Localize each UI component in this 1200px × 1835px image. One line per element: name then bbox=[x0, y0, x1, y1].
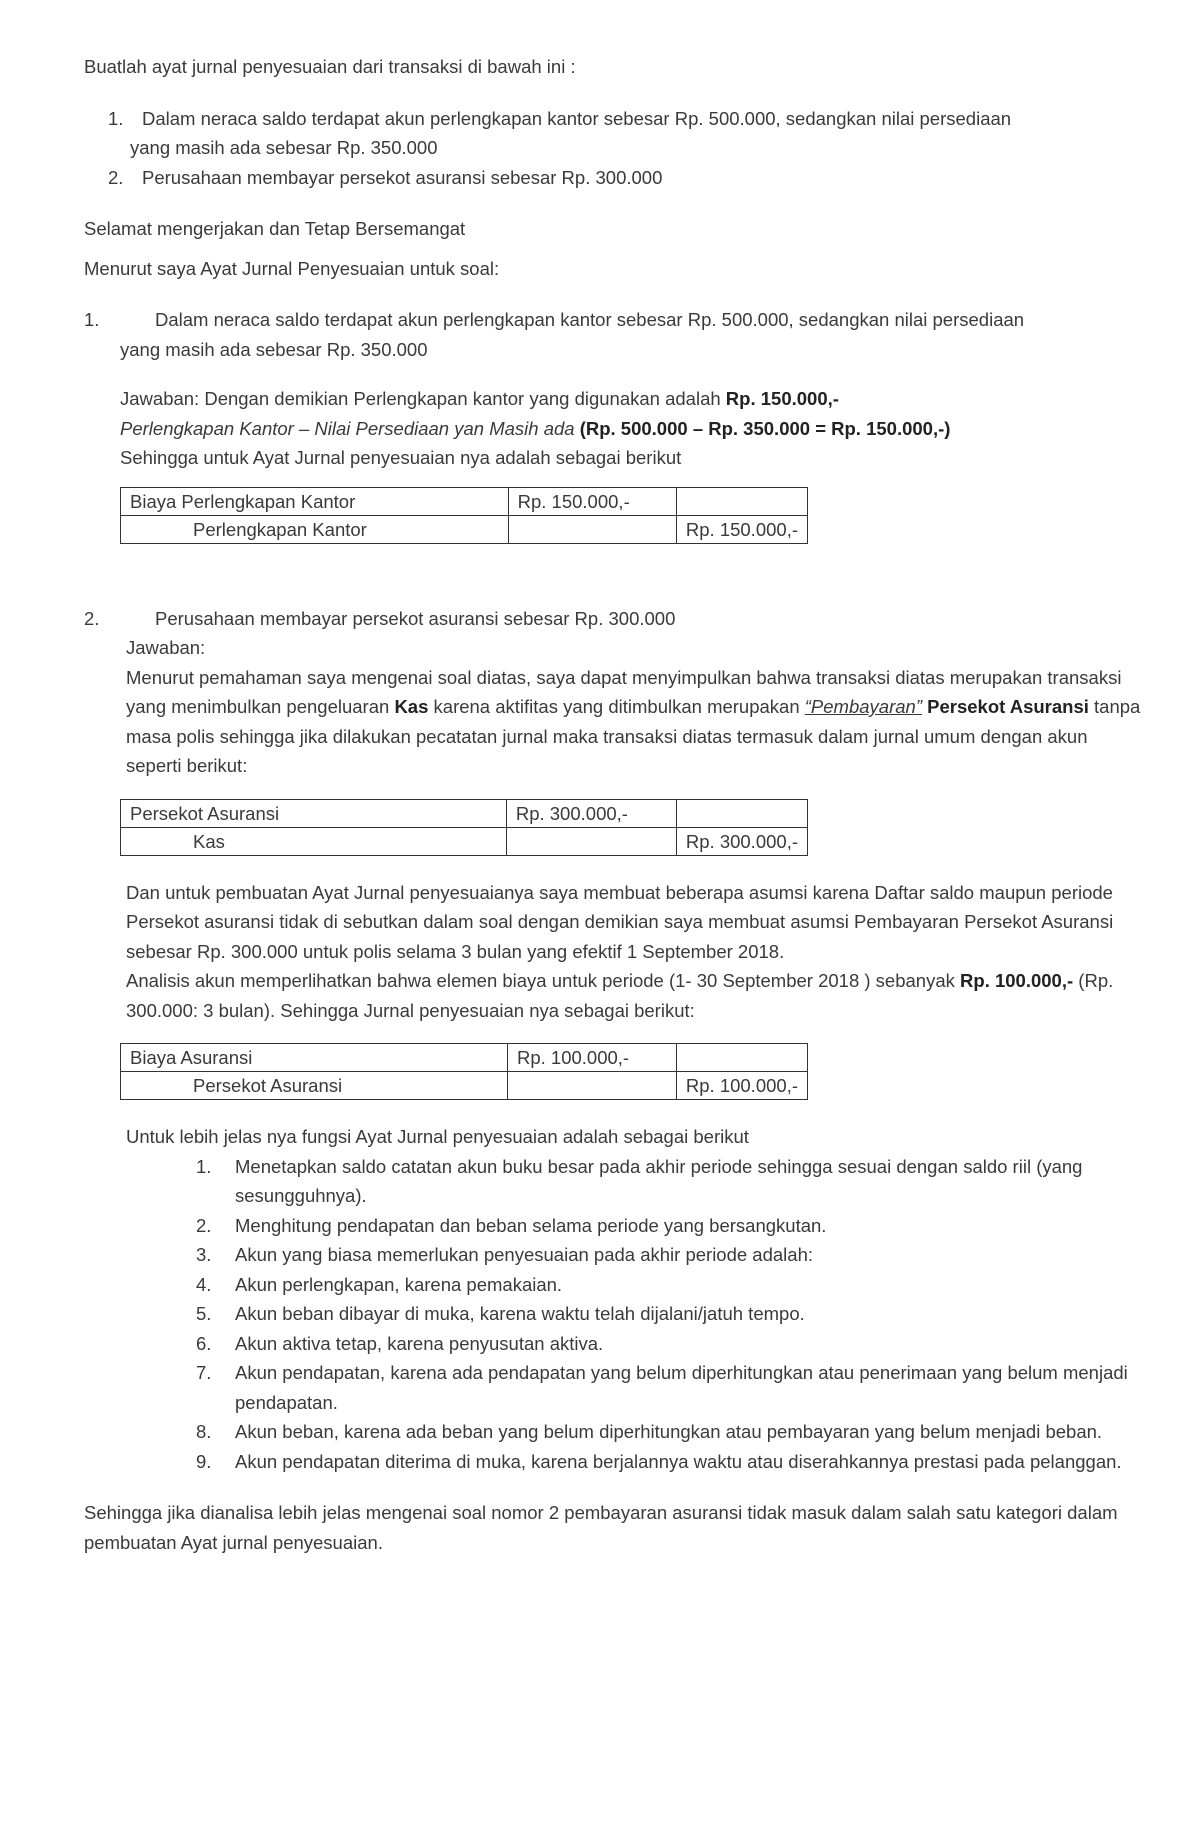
table-cell-debit bbox=[508, 515, 676, 543]
list-item bbox=[196, 1152, 1144, 1211]
intro-text: Buatlah ayat jurnal penyesuaian dari transaksi di bawah ini : bbox=[84, 56, 576, 77]
answer-2-jawaban-label: Jawaban: bbox=[126, 637, 206, 658]
answer-question-text-cont: yang masih ada sebesar Rp. 350.000 bbox=[120, 338, 428, 360]
answer-1-body bbox=[120, 384, 1144, 473]
table-cell-account: Perlengkapan Kantor bbox=[121, 515, 509, 543]
list-item-text: Menghitung pendapatan dan beban selama periode yang bersangkutan. bbox=[235, 1214, 827, 1236]
answer-intro: Menurut saya Ayat Jurnal Penyesuaian untuk soal: bbox=[84, 257, 500, 279]
table-cell-credit bbox=[676, 487, 807, 515]
list-item-text: Akun beban dibayar di muka, karena waktu telah dijalani/jatuh tempo. bbox=[235, 1303, 805, 1324]
answer-2-analysis bbox=[126, 878, 1144, 1026]
table-cell-account: Persekot Asuransi bbox=[121, 799, 507, 827]
list-item-number: 2. bbox=[196, 1214, 212, 1236]
table-row bbox=[121, 487, 808, 515]
list-item-number: 3. bbox=[196, 1244, 212, 1265]
table-cell-credit: Rp. 150.000,- bbox=[676, 515, 807, 543]
list-item bbox=[196, 1270, 1144, 1300]
answer-1-question bbox=[84, 305, 1144, 364]
table-cell-account: Kas bbox=[121, 827, 507, 855]
list-item bbox=[196, 1329, 1144, 1359]
table-row bbox=[121, 1044, 808, 1072]
list-item-number: 5. bbox=[196, 1303, 212, 1324]
table-cell-credit: Rp. 100.000,- bbox=[676, 1072, 807, 1100]
question-text: Dalam neraca saldo terdapat akun perlengkapan kantor sebesar Rp. 500.000, sedangkan nilai persediaan bbox=[142, 107, 1012, 129]
document bbox=[84, 52, 1144, 1557]
answer-number: 1. bbox=[84, 309, 100, 330]
answer-number: 2. bbox=[84, 607, 100, 629]
answer-2-question bbox=[84, 604, 1144, 634]
closing-paragraph: Sehingga jika dianalisa lebih jelas mengenai soal nomor 2 pembayaran asuransi tidak masuk dalam salah satu kategori dalam pembuatan Ayat jurnal penyesuaian. bbox=[84, 1502, 1118, 1553]
table-row bbox=[121, 515, 808, 543]
list-item bbox=[196, 1417, 1144, 1447]
list-item bbox=[196, 1240, 1144, 1270]
answer-2-paragraph-2: Dan untuk pembuatan Ayat Jurnal penyesuaianya saya membuat beberapa asumsi karena Daftar saldo maupun periode Persekot asuransi tidak di sebutkan dalam soal dengan demikian saya membuat asumsi Pembayaran Persekot Asuransi sebesar Rp. 300.000 untuk polis selama 3 bulan yang efektif 1 September 2018. bbox=[126, 881, 1114, 962]
question-list bbox=[84, 104, 1144, 193]
list-item bbox=[196, 1358, 1144, 1417]
list-item-text: Akun beban, karena ada beban yang belum diperhitungkan atau pembayaran yang belum menjadi beban. bbox=[235, 1421, 1103, 1442]
list-item-text: Akun yang biasa memerlukan penyesuaian pada akhir periode adalah: bbox=[235, 1244, 813, 1265]
list-item-text: Akun perlengkapan, karena pemakaian. bbox=[235, 1273, 563, 1295]
table-cell-credit bbox=[676, 799, 807, 827]
answer-question-text: Dalam neraca saldo terdapat akun perlengkapan kantor sebesar Rp. 500.000, sedangkan nilai persediaan bbox=[155, 309, 1025, 330]
table-cell-account: Biaya Asuransi bbox=[121, 1044, 508, 1072]
greeting-text: Selamat mengerjakan dan Tetap Bersemangat bbox=[84, 218, 466, 239]
list-item-number: 4. bbox=[196, 1273, 212, 1295]
answer-2-body bbox=[126, 633, 1144, 781]
answer-2-paragraph-1: Menurut pemahaman saya mengenai soal diatas, saya dapat menyimpulkan bahwa transaksi diatas merupakan transaksi yang menimbulkan pengeluaran Kas karena aktifitas yang ditimbulkan merupakan “Pembayaran” Persekot Asuransi tanpa masa polis sehingga jika dilakukan pecatatan jurnal maka transaksi diatas termasuk dalam jurnal umum dengan akun seperti berikut: bbox=[126, 666, 1141, 776]
question-number: 1. bbox=[108, 107, 124, 129]
answer-question-text: Perusahaan membayar persekot asuransi sebesar Rp. 300.000 bbox=[155, 607, 676, 629]
answer-1-conclusion: Sehingga untuk Ayat Jurnal penyesuaian nya adalah sebagai berikut bbox=[120, 447, 682, 468]
list-item-number: 9. bbox=[196, 1450, 212, 1472]
question-number: 2. bbox=[108, 166, 124, 188]
question-text: Perusahaan membayar persekot asuransi sebesar Rp. 300.000 bbox=[142, 166, 663, 188]
list-item-text: Akun pendapatan, karena ada pendapatan yang belum diperhitungkan atau penerimaan yang belum menjadi pendapatan. bbox=[235, 1362, 1128, 1413]
table-cell-debit: Rp. 100.000,- bbox=[507, 1044, 676, 1072]
list-item-number: 7. bbox=[196, 1362, 212, 1383]
functions-intro: Untuk lebih jelas nya fungsi Ayat Jurnal penyesuaian adalah sebagai berikut bbox=[126, 1126, 749, 1147]
question-text-cont: yang masih ada sebesar Rp. 350.000 bbox=[130, 137, 438, 158]
table-cell-credit bbox=[676, 1044, 807, 1072]
list-item-number: 8. bbox=[196, 1421, 212, 1442]
list-item-text: Akun aktiva tetap, karena penyusutan aktiva. bbox=[235, 1332, 604, 1354]
table-cell-account: Biaya Perlengkapan Kantor bbox=[121, 487, 509, 515]
list-item-text: Menetapkan saldo catatan akun buku besar pada akhir periode sehingga sesuai dengan saldo riil (yang sesungguhnya). bbox=[235, 1155, 1083, 1206]
table-cell-debit: Rp. 300.000,- bbox=[506, 799, 676, 827]
table-row bbox=[121, 827, 808, 855]
journal-table-3 bbox=[120, 1043, 808, 1100]
table-row bbox=[121, 799, 808, 827]
functions-list bbox=[196, 1152, 1144, 1477]
list-item-text: Akun pendapatan diterima di muka, karena berjalannya waktu atau diserahkannya prestasi pada pelanggan. bbox=[235, 1450, 1122, 1472]
answer-2-paragraph-3: Analisis akun memperlihatkan bahwa elemen biaya untuk periode (1- 30 September 2018 ) sebanyak Rp. 100.000,- (Rp. 300.000: 3 bulan). Sehingga Jurnal penyesuaian nya sebagai berikut: bbox=[126, 970, 1114, 1021]
table-cell-credit: Rp. 300.000,- bbox=[676, 827, 807, 855]
table-row bbox=[121, 1072, 808, 1100]
journal-table-1 bbox=[120, 487, 808, 544]
list-item bbox=[196, 1299, 1144, 1329]
list-item bbox=[196, 1447, 1144, 1477]
list-item-number: 6. bbox=[196, 1332, 212, 1354]
table-cell-account: Persekot Asuransi bbox=[121, 1072, 508, 1100]
table-cell-debit bbox=[506, 827, 676, 855]
question-item bbox=[84, 104, 1144, 163]
list-item bbox=[196, 1211, 1144, 1241]
table-cell-debit: Rp. 150.000,- bbox=[508, 487, 676, 515]
question-item bbox=[84, 163, 1144, 193]
list-item-number: 1. bbox=[196, 1155, 212, 1177]
answer-1-formula: Perlengkapan Kantor – Nilai Persediaan yan Masih ada (Rp. 500.000 – Rp. 350.000 = Rp. 150.000,-) bbox=[120, 417, 951, 439]
answer-1-jawaban: Jawaban: Dengan demikian Perlengkapan kantor yang digunakan adalah Rp. 150.000,- bbox=[120, 388, 839, 409]
journal-table-2 bbox=[120, 799, 808, 856]
table-cell-debit bbox=[507, 1072, 676, 1100]
